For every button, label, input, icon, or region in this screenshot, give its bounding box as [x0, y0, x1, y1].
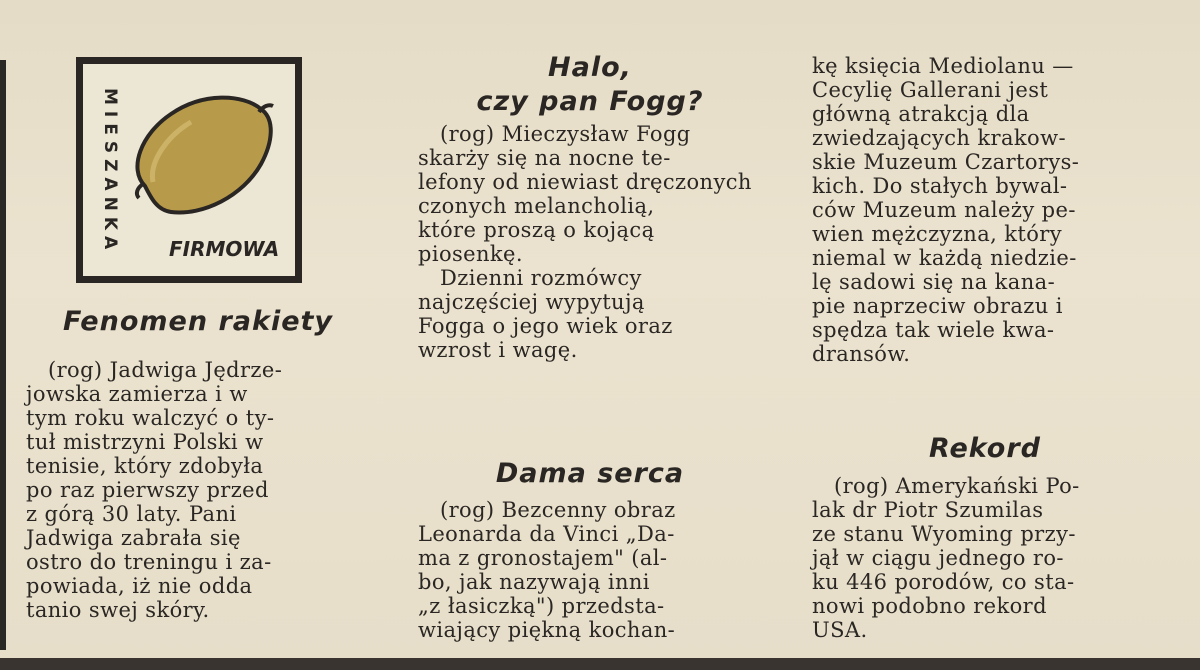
article-line: pie naprzeciw obrazu i: [812, 294, 1063, 318]
article-line: wiający piękną kochan-: [418, 618, 676, 642]
article-line: z górą 30 laty. Pani: [26, 502, 237, 526]
article-line: ze stanu Wyoming przy-: [812, 522, 1076, 546]
article-line: tuł mistrzyni Polski w: [26, 430, 264, 454]
article-line: Cecylię Gallerani jest: [812, 78, 1049, 102]
bottom-rule: [0, 658, 1200, 670]
article-line: Dzienni rozmówcy: [440, 266, 642, 290]
article-line: (rog) Amerykański Po-: [834, 474, 1080, 498]
article-line: kę księcia Mediolanu —: [812, 54, 1074, 78]
article-line: czonych melancholią,: [418, 194, 655, 218]
article-title: Fenomen rakiety: [62, 306, 334, 337]
article-line: spędza tak wiele kwa-: [812, 318, 1055, 342]
article-line: lefony od niewiast dręczonych: [418, 170, 752, 194]
article-line: najczęściej wypytują: [418, 290, 645, 314]
article-title: Rekord: [929, 433, 1041, 464]
article-line: dransów.: [812, 342, 911, 366]
article-line: główną atrakcją dla: [812, 102, 1030, 126]
article-line: ma z gronostajem" (al-: [418, 546, 668, 570]
article-line: zwiedzających krakow-: [812, 126, 1066, 150]
article-line: ców Muzeum należy pe-: [812, 198, 1076, 222]
logo-vertical-text: MIESZANKA: [100, 88, 120, 256]
article-line: tenisie, który zdobyła: [26, 454, 264, 478]
article-line: skarży się na nocne te-: [418, 146, 671, 170]
article-title: Dama serca: [495, 458, 685, 489]
article-line: bo, jak nazywają inni: [418, 570, 650, 594]
article-line: niemal w każdą niedzie-: [812, 246, 1077, 270]
article-line: lę sadowi się na kana-: [812, 270, 1056, 294]
article-line: tanio swej skóry.: [26, 598, 210, 622]
article-line: wzrost i wagę.: [418, 338, 578, 362]
article-line: ostro do treningu i za-: [26, 550, 272, 574]
article-line: piosenkę.: [418, 242, 523, 266]
article-line: wien mężczyzna, który: [812, 222, 1062, 246]
article-line: jowska zamierza i w: [26, 382, 248, 406]
article-rekord: [812, 428, 1158, 642]
article-line: tym roku walczyć o ty-: [26, 406, 275, 430]
article-line: skie Muzeum Czartorys-: [812, 150, 1080, 174]
article-line: nowi podobno rekord: [812, 594, 1047, 618]
article-line: powiada, iż nie odda: [26, 574, 253, 598]
article-line: ku 446 porodów, co sta-: [812, 570, 1075, 594]
article-line: Fogga o jego wiek oraz: [418, 314, 673, 338]
article-line: (rog) Mieczysław Fogg: [440, 122, 691, 146]
article-halo-fogg: [418, 52, 762, 362]
article-line: (rog) Bezcenny obraz: [440, 498, 676, 522]
article-fenomen-rakiety: [26, 300, 370, 622]
article-dama-serca: [418, 454, 762, 642]
article-line: Leonarda da Vinci „Da-: [418, 522, 675, 546]
article-line: lak dr Piotr Szumilas: [812, 498, 1044, 522]
left-column-rule: [0, 60, 6, 650]
article-line: (rog) Jadwiga Jędrze-: [48, 358, 283, 382]
mieszanka-firmowa-logo: [76, 57, 302, 283]
article-line: „z łasiczką") przedsta-: [418, 594, 665, 618]
article-line: Jadwiga zabrała się: [26, 526, 241, 550]
article-dama-serca-continued: [812, 54, 1158, 366]
article-line: po raz pierwszy przed: [26, 478, 269, 502]
article-line: które proszą o kojącą: [418, 218, 655, 242]
article-title-line-1: Halo,: [548, 52, 632, 83]
article-title-line-2: czy pan Fogg?: [476, 86, 704, 117]
article-line: USA.: [812, 618, 868, 642]
article-line: jął w ciągu jednego ro-: [812, 546, 1064, 570]
lemon-illustration: [83, 64, 295, 276]
article-line: kich. Do stałych bywal-: [812, 174, 1068, 198]
logo-bottom-text: FIRMOWA: [169, 237, 280, 261]
